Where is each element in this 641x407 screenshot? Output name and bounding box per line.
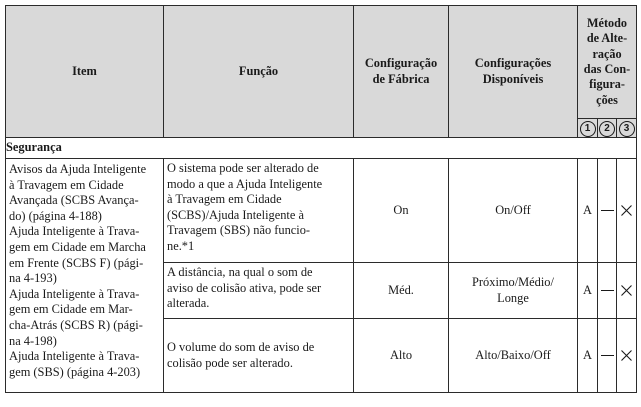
config-disponiveis-cell: On/Off	[449, 159, 578, 263]
funcao-cell: O sistema pode ser alterado de modo a que a Ajuda Inteligente à Travagem em Cidade (SCBS)/Ajuda Inteligente à Travagem (SBS) não funcio- ne.*1	[164, 159, 354, 263]
config-fabrica-cell: Méd.	[354, 263, 449, 319]
funcao-cell: A distância, na qual o som de aviso de colisão ativa, pode ser alterada.	[164, 263, 354, 319]
method-2-cell	[598, 159, 617, 263]
item-description: Avisos da Ajuda Inteligente à Travagem em Cidade Avançada (SCBS Avança- do) (página 4-188) Ajuda Inteligente à Trava- gem em Cidade em Marcha em Frente (SCBS F) (pági- na 4-193) Ajuda Inteligente à Trava- gem em Cidade em Mar- cha-Atrás (SCBS R) (pági- na 4-198) Ajuda Inteligente à Trava- gem (SBS) (página 4-203)	[6, 159, 164, 393]
method-1-cell: A	[578, 159, 598, 263]
method-number-1: 1	[578, 119, 598, 138]
method-3-cell	[617, 319, 637, 393]
method-number-2: 2	[598, 119, 617, 138]
config-disponiveis-cell: Alto/Baixo/Off	[449, 319, 578, 393]
cross-icon	[621, 350, 632, 361]
header-metodo-alteracao: Método de Alte- ração das Con- figura- ções	[578, 6, 637, 119]
method-1-cell: A	[578, 319, 598, 393]
config-fabrica-cell: Alto	[354, 319, 449, 393]
method-3-cell	[617, 263, 637, 319]
dash-icon	[601, 290, 614, 291]
method-2-cell	[598, 319, 617, 393]
cross-icon	[621, 285, 632, 296]
cross-icon	[621, 205, 632, 216]
header-config-disponiveis: Configurações Disponíveis	[449, 6, 578, 138]
method-2-cell	[598, 263, 617, 319]
header-config-fabrica: Configuração de Fábrica	[354, 6, 449, 138]
method-number-3: 3	[617, 119, 637, 138]
settings-table	[5, 5, 637, 393]
header-funcao: Função	[164, 6, 354, 138]
header-item: Item	[6, 6, 164, 138]
dash-icon	[601, 210, 614, 211]
dash-icon	[601, 355, 614, 356]
funcao-cell: O volume do som de aviso de colisão pode ser alterado.	[164, 319, 354, 393]
config-disponiveis-cell: Próximo/Médio/ Longe	[449, 263, 578, 319]
method-1-cell: A	[578, 263, 598, 319]
config-fabrica-cell: On	[354, 159, 449, 263]
section-title: Segurança	[6, 138, 637, 159]
method-3-cell	[617, 159, 637, 263]
